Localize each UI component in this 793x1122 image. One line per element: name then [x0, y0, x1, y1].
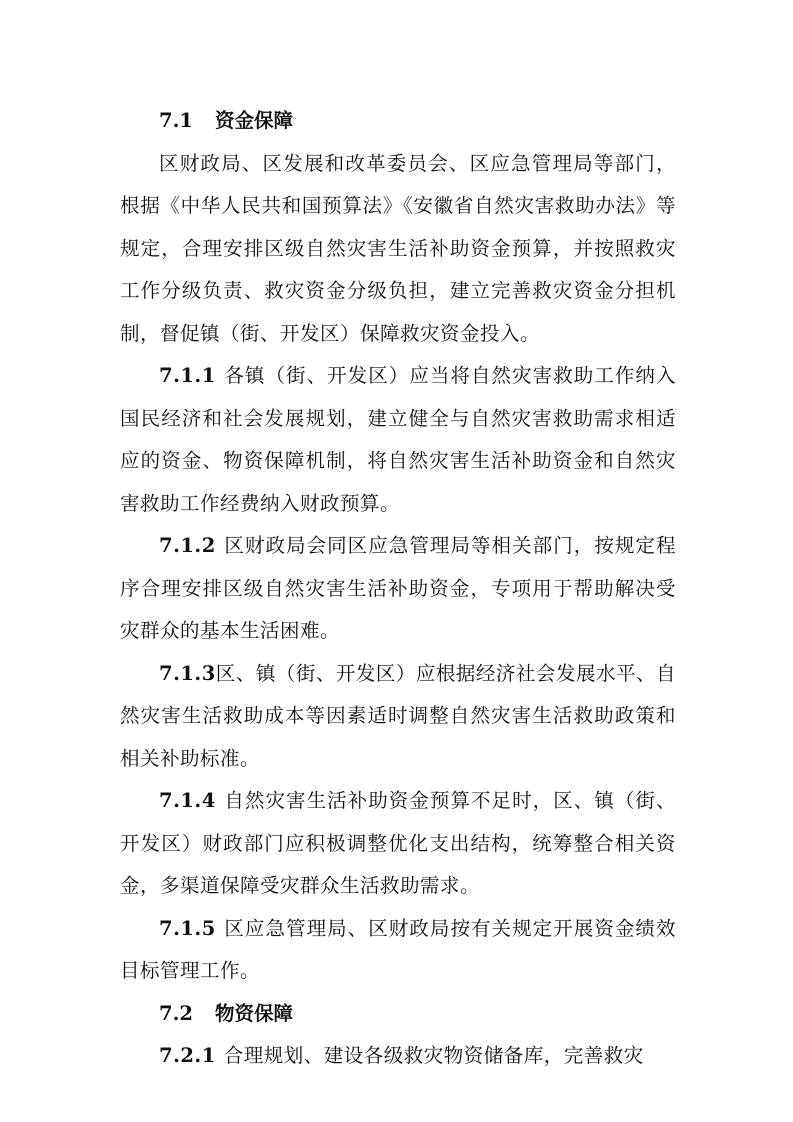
section-title: 资金保障	[215, 109, 294, 132]
clause-7-1-2	[120, 525, 676, 653]
clause-text: 合理规划、建设各级救灾物资储备库，完善救灾	[223, 1044, 644, 1067]
clause-number: 7.1.4	[159, 789, 216, 812]
section-number: 7.1	[159, 109, 193, 132]
clause-number: 7.2.1	[159, 1044, 216, 1067]
clause-text: 区财政局会同区应急管理局等相关部门，按规定程序合理安排区级自然灾害生活补助资金，专项用于帮助解决受灾群众的基本生活困难。	[120, 534, 676, 642]
clause-7-2-1	[120, 1035, 676, 1078]
document-body	[120, 100, 676, 1078]
section-intro-paragraph: 区财政局、区发展和改革委员会、区应急管理局等部门，根据《中华人民共和国预算法》《安徽省自然灾害救助办法》等规定，合理安排区级自然灾害生活补助资金预算，并按照救灾工作分级负责、救灾资金分级负担，建立完善救灾资金分担机制，督促镇（街、开发区）保障救灾资金投入。	[120, 151, 676, 345]
clause-7-1-4	[120, 780, 676, 908]
clause-7-1-3	[120, 653, 676, 781]
section-title: 物资保障	[215, 1001, 294, 1025]
clause-number: 7.1.5	[159, 916, 216, 940]
clause-text: 区、镇（街、开发区）应根据经济社会发展水平、自然灾害生活救助成本等因素适时调整自然灾害生活救助政策和相关补助标准。	[120, 661, 676, 770]
clause-7-1-1	[120, 355, 676, 525]
clause-number: 7.1.2	[159, 534, 216, 557]
section-heading-7-1	[120, 100, 676, 143]
clause-text: 自然灾害生活补助资金预算不足时，区、镇（街、开发区）财政部门应积极调整优化支出结构，统筹整合相关资金，多渠道保障受灾群众生活救助需求。	[120, 789, 676, 897]
clause-7-1-5	[120, 908, 676, 993]
clause-number: 7.1.1	[159, 364, 216, 387]
clause-text: 区应急管理局、区财政局按有关规定开展资金绩效目标管理工作。	[120, 916, 676, 982]
section-number: 7.2	[159, 1001, 193, 1025]
clause-text: 各镇（街、开发区）应当将自然灾害救助工作纳入国民经济和社会发展规划，建立健全与自然灾害救助需求相适应的资金、物资保障机制，将自然灾害生活补助资金和自然灾害救助工作经费纳入财政预算。	[120, 364, 676, 515]
clause-number: 7.1.3	[159, 661, 216, 685]
section-heading-7-2	[120, 993, 676, 1036]
